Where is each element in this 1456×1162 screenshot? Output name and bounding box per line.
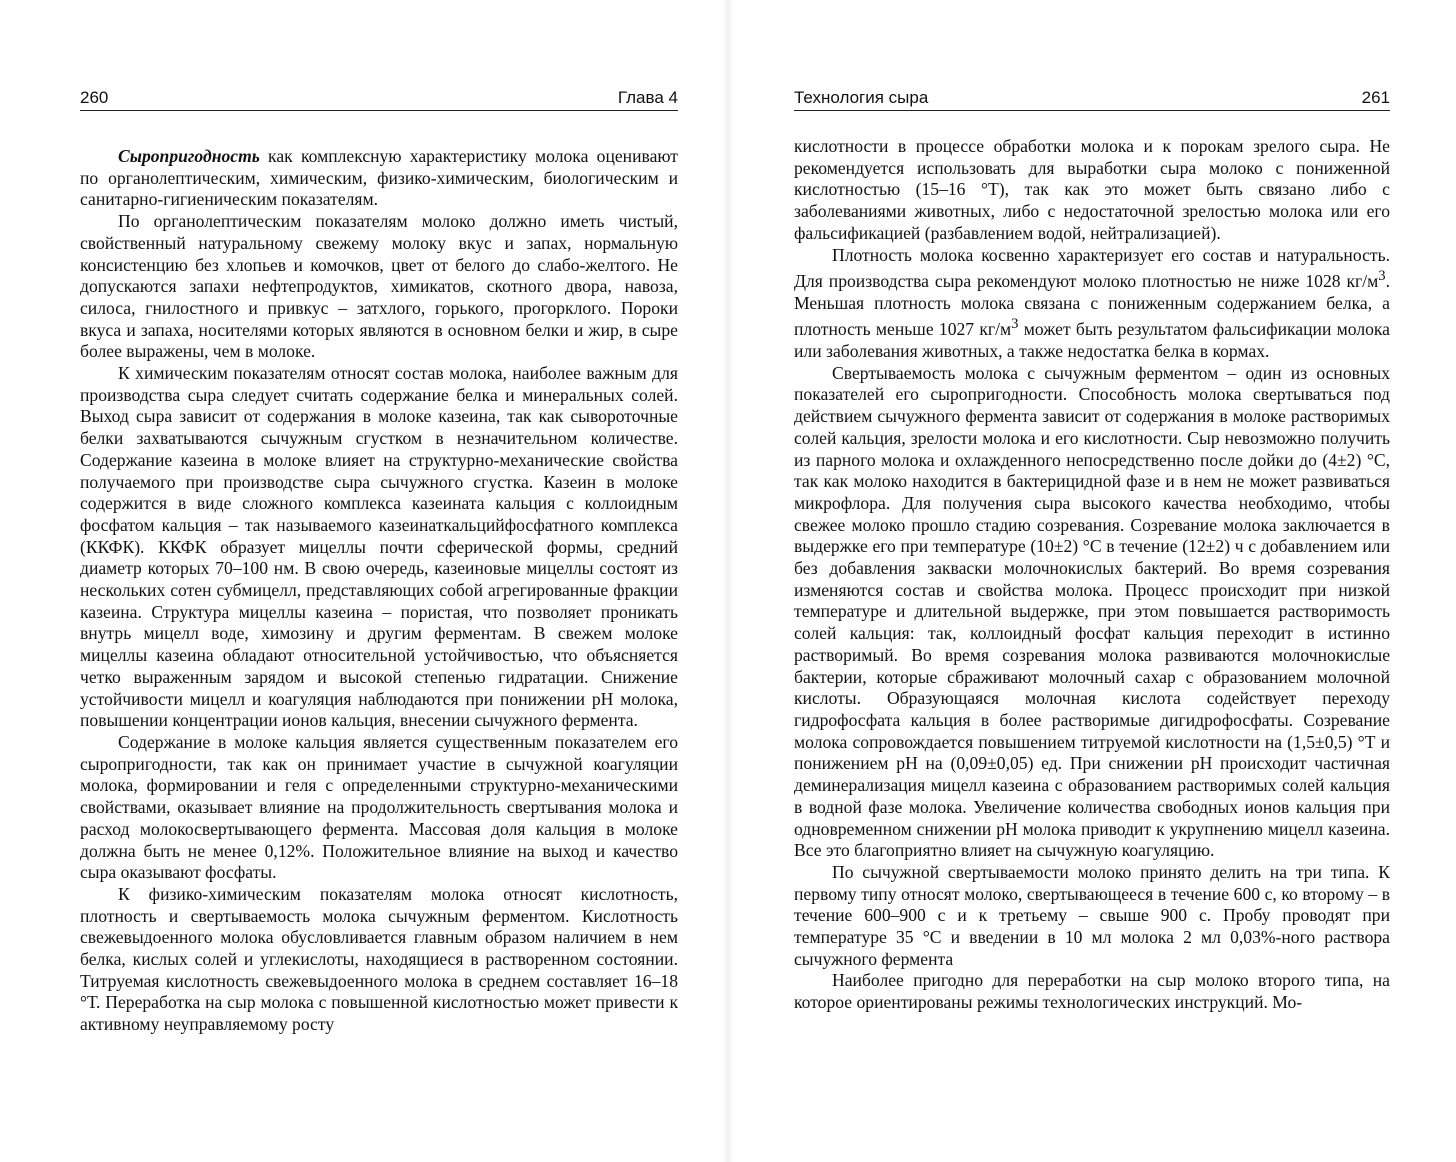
running-head: Технология сыра xyxy=(794,88,929,107)
paragraph: По органолептическим показателям молоко должно иметь чистый, свойственный натуральному свежему молоку вкус и запах, нормальную консистенцию без хлопьев и комочков, цвет от белого до слабо-желтого. Не допускаются запахи нефтепродуктов, химикатов, скотного двора, навоза, силоса, гнилостного и привкус – затхлого, горького, прогорклого. Пороки вкуса и запаха, носителями которых являются в основном белки и жир, в сыре более выражены, чем в молоке. xyxy=(80,211,678,362)
paragraph-text: Плотность молока косвенно характеризует его состав и натуральность. Для производства сыра рекомендуют молоко плотностью не ниже 1028 кг/м xyxy=(794,244,1390,292)
paragraph: Свертываемость молока с сычужным ферментом – один из основных показателей его сыропригодности. Способность молока свертываться под действием сычужного фермента зависит от содержания в молоке растворимых солей кальция, зрелости молока и его кислотности. Сыр невозможно получить из парного молока и охлажденного непосредственно после дойки до (4±2) °С, так как молоко находится в бактерицидной фазе и в нем не может развиваться микрофлора. Для получения сыра высокого качества необходимо, чтобы свежее молоко прошло стадию созревания. Созревание молока заключается в выдержке его при температуре (10±2) °С в течение (12±2) ч с добавлением или без добавления закваски молочнокислых бактерий. Во время созревания изменяются состав и свойства молока. Процесс происходит при низкой температуре и длительной выдержке, при этом повышается растворимость солей кальция: так, коллоидный фосфат кальция переходит в истинно растворимый. Во время созревания молока развиваются молочнокислые бактерии, которые сбраживают молочный сахар с образованием молочной кислоты. Образующаяся молочная кислота содействует переходу гидрофосфата кальция в более растворимые дигидрофосфаты. Созревание молока сопровождается повышением титруемой кислотности на (1,5±0,5) °Т и понижением pH на (0,09±0,05) ед. При снижении pH происходит частичная деминерализация мицелл казеина с образованием растворимых солей кальция в водной фазе молока. Увеличение количества свободных ионов кальция при одновременном снижении pH молока приводит к укрупнению мицелл казеина. Все это благоприятно влияет на сычужную коагуляцию. xyxy=(794,362,1390,861)
paragraph-text: . Меньшая плотность молока связана с пониженным содержанием белка, а плотность меньше 1027 кг/м xyxy=(794,271,1390,340)
paragraph: Содержание в молоке кальция является существенным показателем его сыропригодности, так как он принимает участие в сычужной коагуляции молока, формировании и геля с определенными структурно-механическими свойствами, оказывает влияние на продолжительность свертывания молока и расход молокосвертывающего фермента. Массовая доля кальция в молоке должна быть не менее 0,12%. Положительное влияние на выход и качество сыра оказывают фосфаты. xyxy=(80,731,678,883)
superscript: 3 xyxy=(1378,268,1386,285)
left-page-header xyxy=(80,84,678,111)
paragraph-text: как комплексную характеристику молока оценивают по органолептическим, химическим, физико-химическим, биологическим и санитарно-гигиеническим показателям. xyxy=(80,146,678,210)
paragraph-continuation: кислотности в процессе обработки молока и к порокам зрелого сыра. Не рекомендуется использовать для выработки сыра молоко с пониженной кислотностью (15–16 °Т), так как это может быть связано либо с заболеваниями животных, либо с недостаточной зрелостью молока или его фальсификацией (разбавлением водой, нейтрализацией). xyxy=(794,136,1390,243)
left-page-body xyxy=(80,146,678,1036)
paragraph xyxy=(80,146,678,211)
term: Сыропригодность xyxy=(118,146,260,166)
right-page-body xyxy=(794,136,1390,1014)
right-page xyxy=(728,0,1456,1162)
superscript: 3 xyxy=(1011,316,1019,333)
paragraph: Наиболее пригодно для переработки на сыр молоко второго типа, на которое ориентированы режимы технологических инструкций. Мо- xyxy=(794,970,1390,1013)
paragraph-text: может быть результатом фальсификации молока или заболевания животных, а также недостатка белка в кормах. xyxy=(794,319,1390,362)
page-number: 261 xyxy=(1361,88,1390,107)
paragraph xyxy=(794,245,1390,363)
right-page-header xyxy=(794,84,1390,111)
running-head: Глава 4 xyxy=(617,88,678,107)
page-number: 260 xyxy=(80,88,109,107)
paragraph: По сычужной свертываемости молоко принято делить на три типа. К первому типу относят молоко, свертывающееся в течение 600 с, ко второму – в течение 600–900 с и к третьему – свыше 900 с. Пробу проводят при температуре 35 °С и введении в 10 мл молока 2 мл 0,03%-ного раствора сычужного фермента xyxy=(794,861,1390,969)
paragraph: К физико-химическим показателям молока относят кислотность, плотность и свертываемость молока сычужным ферментом. Кислотность свежевыдоенного молока обусловливается главным образом наличием в нем белка, кислых солей и углекислоты, находящиеся в растворенном состоянии. Титруемая кислотность свежевыдоенного молока в среднем составляет 16–18 °Т. Переработка на сыр молока с повышенной кислотностью может привести к активному неуправляемому росту xyxy=(80,883,678,1035)
paragraph: К химическим показателям относят состав молока, наиболее важным для производства сыра следует считать содержание белка и минеральных солей. Выход сыра зависит от содержания в молоке казеина, так как сывороточные белки захватываются сычужным сгустком в незначительном количестве. Содержание казеина в молоке влияет на структурно-механические свойства получаемого при производстве сыра сычужного сгустка. Казеин в молоке содержится в виде сложного комплекса казеината кальция с коллоидным фосфатом кальция – так называемого казеинаткальцийфосфатного комплекса (ККФК). ККФК образует мицеллы почти сферической формы, средний диаметр которых 70–100 нм. В свою очередь, казеиновые мицеллы состоят из нескольких сотен субмицелл, представляющих собой агрегированные фракции казеина. Структура мицеллы казеина – пористая, что позволяет проникать внутрь мицелл воде, химозину и другим ферментам. В свежем молоке мицеллы казеина обладают относительной устойчивостью, что объясняется четко выраженным зарядом и высокой степенью гидратации. Снижение устойчивости мицелл и коагуляция наблюдаются при понижении pH молока, повышении концентрации ионов кальция, внесении сычужного фермента. xyxy=(80,363,678,731)
